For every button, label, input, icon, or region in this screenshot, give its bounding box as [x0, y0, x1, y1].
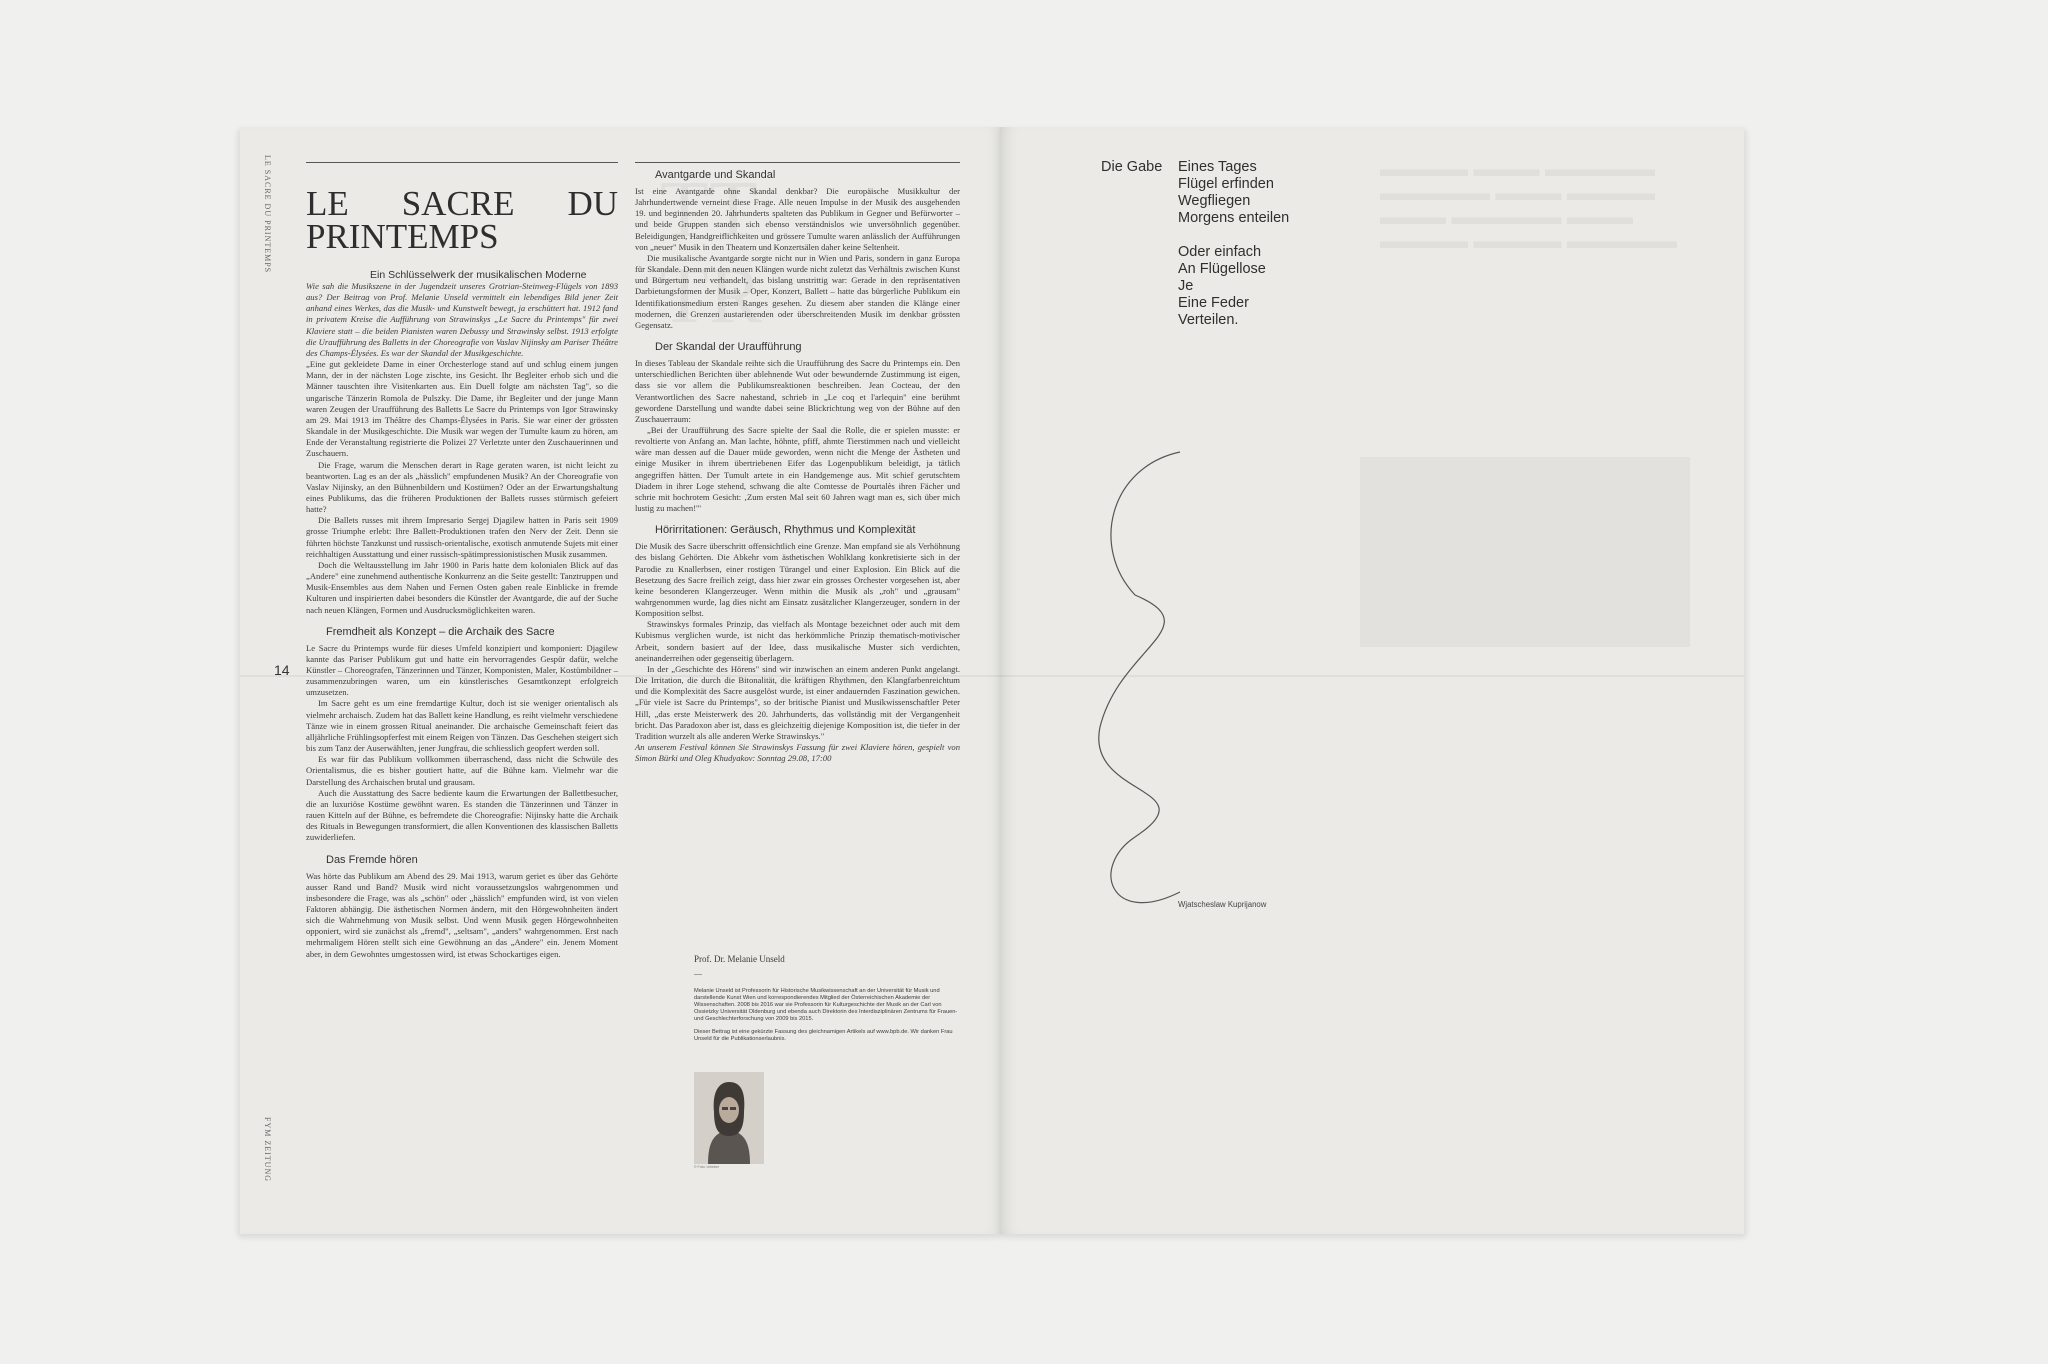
paragraph: Ist eine Avantgarde ohne Skandal denkbar? Die europäische Musikkultur der Jahrhundertwende verneint diese Frage. Alle neuen Impulse in der Musik des ausgehenden 19. und beginnenden 20. Jahrhunderts spalteten das Publikum in Gegner und Befürworter – und beide Gruppen standen sich ebenso verständnislos wie unversöhnlich gegenüber. Beleidigungen, Handgreiflichkeiten und grössere Tumulte waren anlässlich der Aufführungen von „neuer" Musik in den Theatern und Konzertsälen daher keine Seltenheit. [635, 186, 960, 252]
show-through [1380, 157, 1740, 253]
photo-caption: © Foto: Urheber [694, 1165, 720, 1169]
paragraph: Die Ballets russes mit ihrem Impresario Sergej Djagilew hatten in Paris seit 1909 grosse Triumphe erlebt: Ihre Ballett-Produktionen trafen den Nerv der Zeit. Denn sie führten höchste Tanzkunst und russisch-orientalische, exotisch anmutende Sujets mit einer reichhaltigen Ausstattung und einer russisch-spätimpressionistischen Musik zusammen. [306, 515, 618, 559]
feather-curve-illustration [1090, 327, 1250, 907]
page-number: 14 [274, 662, 290, 678]
right-page [1000, 127, 1744, 1234]
author-dash: — [694, 969, 702, 978]
section-heading: Der Skandal der Uraufführung [655, 341, 802, 354]
article-column-2 [635, 162, 960, 764]
running-head-top: LE SACRE DU PRINTEMPS [263, 155, 272, 274]
show-through-image [1360, 457, 1690, 647]
paragraph: „Eine gut gekleidete Dame in einer Orchesterloge stand auf und schlug einem jungen Mann, der in der nächsten Loge zischte, ins Gesicht. Ihr Begleiter erhob sich und die Männer tauschten ihre Visitenkarten aus. Ein Duell folgte am nächsten Tag", so die ungarische Tänzerin Romola de Pulszky. Die Dame, ihr Begleiter und der junge Mann waren Zeugen der Uraufführung des Balletts Le Sacre du Printemps von Igor Strawinsky am 29. Mai 1913 im Théâtre des Champs-Élysées in Paris. Sie war einer der grössten Skandale in der Musikgeschichte. Die Musik war wegen der Tumulte kaum zu hören, am Ende der Veranstaltung registrierte die Polizei 27 Verletzte unter den Zuschauerinnen und Zuschauern. [306, 359, 618, 459]
paragraph: Die Musik des Sacre überschritt offensichtlich eine Grenze. Man empfand sie als Verhöhnung des bislang Gehörten. Die Abkehr vom ästhetischen Wohlklang konkretisierte sich in der Parodie zu Knallerbsen, einer rostigen Türangel und einer Explosion. Ein Blick auf die Besetzung des Sacre freilich zeigt, dass hier zwar ein grosses Orchester vorgesehen ist, aber keine besonderen Klangerzeuger. Wenn mithin die Musik als „roh" und „grausam" wahrgenommen wurde, lag dies nicht am Einsatz zusätzlicher Klangerzeuger, sondern in der Komposition selbst. [635, 541, 960, 619]
left-page [240, 127, 1004, 1234]
paragraph: Im Sacre geht es um eine fremdartige Kultur, doch ist sie weniger orientalisch als vielmehr archaisch. Zudem hat das Ballett keine Handlung, es reiht vielmehr verschiedene Tänze wie in einem grossen Ritual aneinander. Die archaische Gemeinschaft feiert das alljährliche Frühlingsopferfest mit einem Reigen von Tänzen. Das Geschehen steigert sich bis zum Tanz der Auserwählten, jener Jungfrau, die schliesslich geopfert werden soll. [306, 698, 618, 754]
poem-line: Eines Tages [1178, 159, 1257, 175]
stanza-gap [1178, 227, 1289, 244]
paragraph: Was hörte das Publikum am Abend des 29. Mai 1913, warum geriet es über das Gehörte ausser Rand und Band? Musik wird nicht voraussetzungslos wahrgenommen und insbesondere die Frage, was als „schön" oder „hässlich" empfunden wird, ist von vielen Faktoren abhängig. Die ästhetischen Normen ändern, mit den Hörgewohnheiten ändert sich die Wahrnehmung von Musik selbst. Und wenn Musik gegen Hörgewohnheiten opponiert, wird sie zunächst als „fremd", „seltsam", „anders" wahrgenommen. Erst nach mehrmaligem Hören stellt sich eine Gewöhnung an das „Andere" ein. Jenem Moment aber, in dem Gewohntes umgestossen wird, ist etwas Schockartiges eigen. [306, 870, 618, 959]
running-head-bottom: FYM ZEITUNG [263, 1117, 272, 1182]
author-box [694, 953, 964, 1043]
author-name: Prof. Dr. Melanie Unseld [694, 954, 785, 964]
poem-line: Wegfliegen [1178, 193, 1251, 209]
poem-line: Oder einfach [1178, 244, 1262, 260]
poem-title: Die Gabe [1101, 159, 1163, 175]
poem-line: Verteilen. [1178, 312, 1239, 328]
poem-body [1178, 159, 1289, 329]
paragraph: Die Frage, warum die Menschen derart in Rage geraten waren, ist nicht leicht zu beantworten. Lag es an der als „hässlich" empfundenen Musik? An der Choreografie von Vaslav Nijinsky, an den Bühnenbildern und Kostümen? Oder an der Erwartungshaltung eines Publikums, das die früheren Produktionen der Ballets russes stürmisch gefeiert hatte? [306, 459, 618, 515]
article-title: LE SACRE DU PRINTEMPS [306, 184, 618, 256]
article-column-1 [306, 162, 618, 960]
paragraph: Es war für das Publikum vollkommen überraschend, dass nicht die Schwüle des Orientalismus, die es bisher goutiert hatte, auf die Bühne kam. Vielmehr war die Darstellung des Archaischen brutal und grausam. [306, 754, 618, 787]
section-heading: Fremdheit als Konzept – die Archaik des Sacre [326, 625, 555, 638]
section-heading: Avantgarde und Skandal [655, 169, 776, 181]
festival-note: An unserem Festival können Sie Strawinskys Fassung für zwei Klaviere hören, gespielt von Simon Bürki und Oleg Khudyakov: Sonntag 29.08, 17:00 [635, 742, 960, 764]
paragraph: In der „Geschichte des Hörens" sind wir inzwischen an einem anderen Punkt angelangt. Die Irritation, die durch die Bitonalität, die kräftigen Rhythmen, den Klangfarbenreichtum und die Komplexität des Sacre ausgelöst wurde, ist einer andauernden Faszination gewichen. „Für viele ist Sacre du Printemps", so der britische Pianist und Musikwissenschaftler Peter Hill, „das erste Meisterwerk des 20. Jahrhunderts, das vollständig mit der Vergangenheit bricht. Das Paradoxon aber ist, dass es gleichzeitig diejenige Komposition ist, die tiefer in der Tradition wurzelt als alle anderen Werke Strawinskys." [635, 663, 960, 741]
article-subtitle: Ein Schlüsselwerk der musikalischen Moderne [370, 269, 587, 281]
paragraph: Doch die Weltausstellung im Jahr 1900 in Paris hatte dem kolonialen Blick auf das „Andere" eine zunehmend authentische Konkurrenz an die Seite gestellt: Tanztruppen und Musik-Ensembles aus dem Nahen und Fernen Osten gaben reale Einblicke in fremde Kulturen und inspirierten dabei besonders die Künstler der Avantgarde, die auf der Suche nach neuen Klängen, Formen und Ausdrucksmöglichkeiten waren. [306, 559, 618, 615]
poem-line: Morgens enteilen [1178, 210, 1290, 226]
paragraph: In dieses Tableau der Skandale reihte sich die Uraufführung des Sacre du Printemps ein. Den unterschiedlichen Berichten über ablehnende Wut oder bewundernde Zustimmung ist eigen, dass sie vor allem die Publikumsreaktionen beschreiben. Jean Cocteau, der den Verantwortlichen des Sacre nahestand, schrieb in „Le coq et l'arlequin" eine berühmt gewordene Darstellung und wandte dabei seine Blickrichtung weg von der Bühne auf den Zuschauerraum: [635, 358, 960, 424]
paragraph: Die musikalische Avantgarde sorgte nicht nur in Wien und Paris, sondern in ganz Europa für Skandale. Denn mit den neuen Klängen wurde nicht zuletzt das Verhältnis zwischen Kunst und Bürgertum neu verhandelt, das bislang unstrittig war: Gerade in den repräsentativen Darbietungsformen der Musik – Oper, Konzert, Ballett – hatte das bürgerliche Publikum ein Identifikationsmedium ersten Ranges gesehen. Zu diesem aber standen die Klänge einer modernen, die Grenzen austarierenden oder überschreitenden Musik im denkbar grössten Gegensatz. [635, 252, 960, 330]
top-rule [306, 162, 618, 163]
poem-line: An Flügellose [1178, 261, 1266, 277]
author-photo [694, 1072, 764, 1164]
paragraph: Strawinskys formales Prinzip, das vielfach als Montage bezeichnet oder auch mit dem Kubismus verglichen wurde, ist nicht das herkömmliche Prinzip thematisch-motivischer Arbeit, sondern basiert auf der Idee, dass musikalische Muster sich verdichten, aneinanderreihen oder gegenseitig überlagern. [635, 619, 960, 663]
section-heading: Das Fremde hören [326, 853, 418, 866]
top-rule [635, 162, 960, 163]
section-heading: Hörirritationen: Geräusch, Rhythmus und Komplexität [655, 524, 916, 537]
poet-name: Wjatscheslaw Kuprijanow [1178, 900, 1267, 909]
author-bio: Melanie Unseld ist Professorin für Historische Musikwissenschaft an der Universität für Musik und darstellende Kunst Wien und korrespondierendes Mitglied der Österreichischen Akademie der Wissenschaften. 2008 bis 2016 war sie Professorin für Kulturgeschichte der Musik an der Carl von Ossietzky Universität Oldenburg und ebenda auch Direktorin des Interdisziplinären Zentrums für Frauen- und Geschlechterforschung von 2009 bis 2015. [694, 988, 958, 1022]
author-acknowledgement: Dieser Beitrag ist eine gekürzte Fassung des gleichnamigen Artikels auf www.bpb.de. Wir danken Frau Unseld für die Publikationserlaubnis. [694, 1029, 953, 1042]
portrait-image [694, 1072, 764, 1164]
poem-line: Eine Feder [1178, 295, 1249, 311]
paragraph: Auch die Ausstattung des Sacre bediente kaum die Erwartungen der Ballettbesucher, die an luxuriöse Kostüme gewöhnt waren. Es standen die Tänzerinnen und Tänzer in rauen Kitteln auf der Bühne, es befremdete die Choreografie: Nijinsky hatte die Archaik des Rituals in Bewegungen transformiert, die allen Konventionen des klassischen Balletts zuwiderliefen. [306, 787, 618, 843]
poem-line: Flügel erfinden [1178, 176, 1274, 192]
article-lead: Wie sah die Musikszene in der Jugendzeit unseres Grotrian-Steinweg-Flügels von 1893 aus? Der Beitrag von Prof. Melanie Unseld vermittelt ein lebendiges Bild jener Zeit anhand eines Werkes, das die Musik- und Kunstwelt bewegt, ja erschüttert hat. 1912 fand in privatem Kreise die Aufführung von Strawinskys „Le Sacre du Printemps" für zwei Klaviere statt – die beiden Pianisten waren Debussy und Strawinsky selbst. 1913 erfolgte die Uraufführung des Balletts in der Choreografie von Vaslav Nijinsky am Pariser Théâtre des Champs-Élysées. Es war der Skandal der Musikgeschichte. [306, 281, 618, 358]
poem-line: Je [1178, 278, 1194, 294]
paragraph: Le Sacre du Printemps wurde für dieses Umfeld konzipiert und komponiert: Djagilew kannte das Pariser Publikum gut und hatte ein hervorragendes Gespür dafür, welche Künstler – Choreografen, Tänzerinnen und Tänzer, Komponisten, Maler, Kostümbildner – zusammenzubringen waren, um ein künstlerisches Gesamtkonzept erfolgreich umzusetzen. [306, 642, 618, 698]
quote-paragraph: „Bei der Uraufführung des Sacre spielte der Saal die Rolle, die er spielen musste: er revoltierte von Anfang an. Man lachte, höhnte, pfiff, ahmte Tierstimmen nach und vielleicht wäre man dessen auf die Dauer müde geworden, wenn nicht die Menge der Ästheten und einige Musiker in ihrem übertriebenen Eifer das Logenpublikum beleidigt, ja tätlich angegriffen hätten. Der Tumult artete in ein Handgemenge aus. Mit schief gerutschtem Diadem in ihrer Loge stehend, schwang die alte Comtesse de Pourtalès ihren Fächer und schrie mit hochrotem Gesicht: ‚Zum ersten Mal seit 60 Jahren wagt man es, sich über mich lustig zu machen!'" [635, 424, 960, 514]
